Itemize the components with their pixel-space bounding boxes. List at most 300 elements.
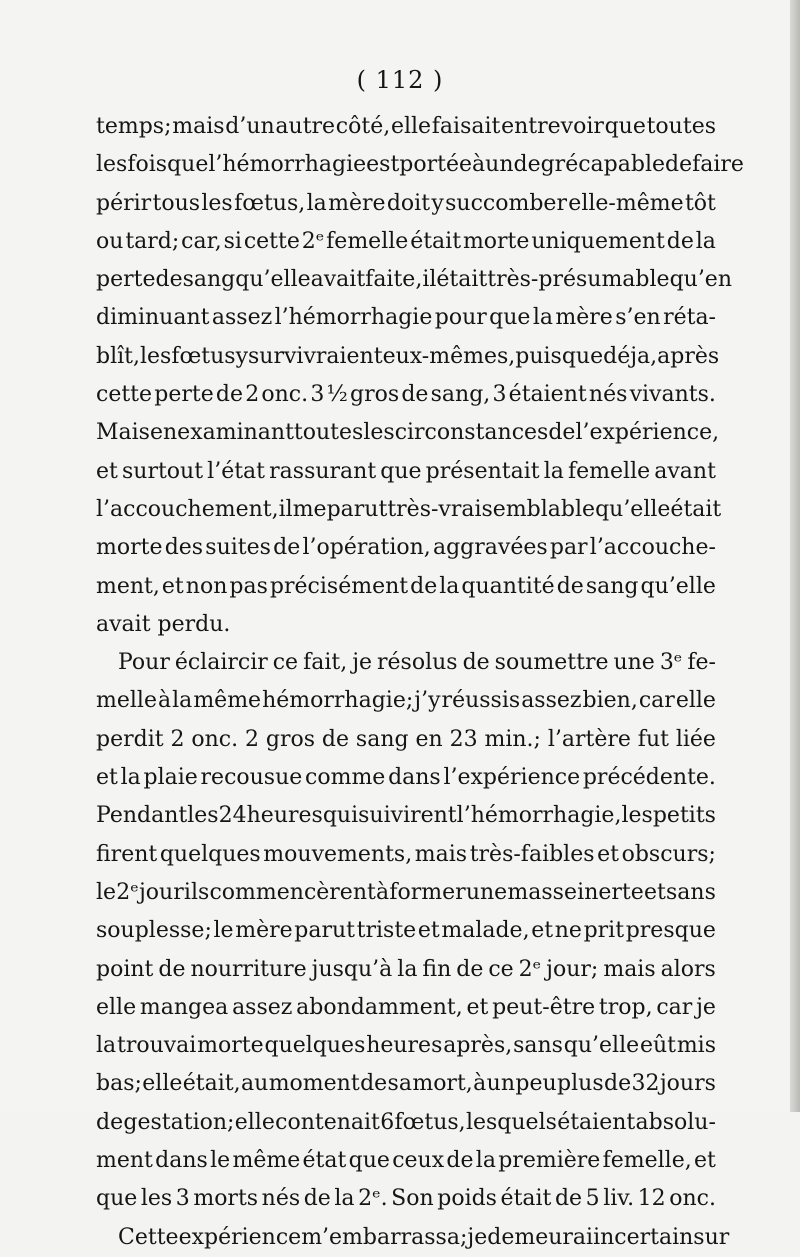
word: de: [273, 535, 301, 561]
word: à: [472, 152, 486, 178]
word: nés: [261, 1186, 301, 1212]
word: résolus: [377, 650, 458, 676]
word: de: [158, 956, 186, 982]
word: pour: [434, 305, 487, 331]
word: les: [621, 803, 653, 829]
word: melle: [96, 688, 157, 714]
word: qui: [322, 803, 359, 829]
word: je: [696, 994, 716, 1020]
word: mère: [235, 918, 293, 944]
text-line: [96, 108, 716, 146]
word: circonstances: [394, 420, 549, 446]
text-line: [96, 529, 716, 567]
word: faisait: [431, 114, 501, 139]
word: min.;: [484, 726, 541, 752]
word: perte: [96, 267, 156, 293]
word: alors: [660, 956, 716, 982]
text-line: [96, 1142, 716, 1180]
word: eût: [639, 1033, 676, 1059]
word: les: [140, 343, 172, 369]
word: obscurs;: [621, 841, 716, 867]
word: 3: [310, 382, 325, 408]
word: degré: [513, 152, 579, 178]
word: et: [417, 918, 440, 944]
text-line: [96, 912, 716, 950]
word: une: [613, 650, 655, 676]
text-line: [96, 874, 716, 912]
word: surtout: [121, 458, 204, 484]
word: elle: [142, 1071, 183, 1097]
word: quantité: [461, 573, 555, 599]
word: faire: [692, 152, 744, 178]
word: qu’elle: [563, 1033, 640, 1059]
word: trouvai: [116, 1033, 197, 1059]
text-line: [96, 797, 716, 835]
word: malade,: [441, 918, 530, 944]
word: même: [232, 1148, 301, 1174]
word: que: [167, 152, 209, 178]
word: incertain: [593, 1224, 694, 1250]
word: mort,: [412, 1071, 473, 1097]
word: non: [185, 573, 228, 599]
word: mouvements,: [263, 841, 413, 867]
word: assez: [521, 688, 582, 714]
word: et: [96, 765, 118, 791]
word: mis: [676, 1033, 716, 1059]
word: doit: [386, 190, 431, 216]
word: succomber: [445, 190, 567, 216]
word: si: [223, 228, 242, 254]
text-line: [96, 989, 716, 1027]
word: masse: [507, 879, 577, 905]
word: autre: [275, 114, 336, 139]
word: jusqu’à: [311, 956, 393, 982]
word: d’un: [225, 114, 275, 139]
word: toutes: [646, 114, 716, 139]
word: de: [155, 267, 183, 293]
word: mais: [172, 114, 225, 139]
word: l’artère: [547, 726, 631, 752]
word: de: [604, 1071, 632, 1097]
word: entrevoir: [501, 114, 604, 139]
word: l’état: [207, 458, 266, 484]
word: Mais: [96, 420, 150, 446]
word: de: [462, 650, 490, 676]
word: quelques: [264, 1033, 366, 1059]
word: avait: [310, 267, 366, 293]
word: elle: [390, 114, 432, 139]
word: toutes: [293, 420, 364, 446]
word: la: [306, 190, 327, 216]
word: elle: [96, 994, 137, 1020]
word: 6: [380, 1109, 395, 1135]
word: précisément: [269, 573, 409, 599]
word: la: [334, 1186, 355, 1212]
word: souplesse;: [96, 918, 212, 944]
word: contenait: [275, 1109, 380, 1135]
word: que: [96, 1186, 138, 1212]
word: inerte: [577, 879, 644, 905]
word: après: [657, 343, 720, 369]
word: car,: [181, 228, 222, 254]
word: fœtus,: [394, 1109, 466, 1135]
text-line: [96, 1027, 716, 1065]
word: mais: [414, 841, 468, 867]
word: l’hémorrhagie: [208, 152, 367, 178]
word: même: [193, 688, 262, 714]
word: la: [475, 1148, 496, 1174]
word: faite,: [365, 267, 423, 293]
word: était: [436, 267, 488, 293]
word: que: [380, 458, 422, 484]
text-line: [96, 338, 720, 376]
text-line: [96, 568, 716, 606]
word: triste: [356, 918, 417, 944]
word: sa: [387, 1071, 412, 1097]
word: je: [467, 1224, 488, 1250]
word: morts: [193, 1186, 259, 1212]
word: hémorrhagie;: [262, 688, 414, 714]
word: ils: [183, 879, 210, 905]
word: examinant: [177, 420, 294, 446]
word: l’hémorrhagie,: [456, 803, 622, 829]
word: mais: [603, 956, 656, 982]
word: onc.: [669, 1186, 716, 1212]
word: heures: [246, 803, 323, 829]
word: nés: [588, 382, 628, 408]
word: eux-mêmes,: [382, 343, 516, 369]
text-line: [96, 1065, 716, 1103]
word: poids: [437, 1186, 497, 1212]
word: de: [666, 228, 694, 254]
word: au: [241, 1071, 269, 1097]
word: recousue: [200, 765, 303, 791]
word: assez: [232, 994, 293, 1020]
word: plus: [557, 1071, 604, 1097]
word: ment,: [96, 573, 160, 599]
text-line: [96, 682, 716, 720]
word: 2: [170, 726, 185, 752]
word: l’accouchement,: [96, 496, 279, 522]
word: qu’elle: [235, 267, 311, 293]
word: trop,: [598, 994, 653, 1020]
word: dans: [388, 765, 441, 791]
word: 5: [585, 1186, 600, 1212]
text-line: [96, 453, 716, 491]
word: déja,: [603, 343, 658, 369]
text-line: avait perdu.: [96, 611, 231, 637]
word: mangea: [139, 994, 229, 1020]
word: périr: [96, 190, 152, 216]
word: 2: [245, 726, 259, 752]
word: tous: [152, 190, 201, 216]
text-line: [96, 759, 716, 797]
word: côté,: [335, 114, 391, 139]
word: 2ᵉ.: [358, 1186, 388, 1212]
word: sang: [182, 267, 236, 293]
word: rassurant: [269, 458, 377, 484]
word: peut-être: [492, 994, 596, 1020]
page-number: ( 112 ): [356, 66, 444, 94]
word: car: [656, 994, 693, 1020]
word: comme: [305, 765, 386, 791]
word: Pour: [118, 650, 170, 676]
word: les: [140, 1186, 173, 1212]
text-line: [96, 261, 732, 299]
text-line: [96, 376, 716, 414]
word: de: [665, 152, 693, 178]
word: vivants.: [629, 382, 716, 408]
word: de: [321, 726, 350, 752]
word: diminuant: [96, 305, 210, 331]
word: un: [485, 152, 514, 178]
word: point: [96, 956, 154, 982]
word: sur: [693, 1224, 730, 1250]
text-line: [96, 299, 716, 337]
word: blît,: [96, 343, 140, 369]
word: suivirent: [358, 803, 457, 829]
word: l’expérience,: [575, 420, 720, 446]
word: de: [548, 420, 576, 446]
word: que: [604, 114, 646, 139]
word: ce: [272, 650, 299, 676]
word: gros: [265, 726, 316, 752]
word: femelle: [567, 458, 651, 484]
word: et: [643, 879, 666, 905]
word: heures: [366, 1033, 443, 1059]
word: morte: [96, 535, 163, 561]
word: tard;: [125, 228, 180, 254]
word: les: [363, 420, 395, 446]
word: lesquels: [465, 1109, 557, 1135]
word: jour: [138, 879, 184, 905]
word: après,: [443, 1033, 513, 1059]
word: le: [213, 918, 234, 944]
word: 3: [492, 382, 507, 408]
word: tôt: [684, 190, 716, 216]
word: l’hémorrhagie: [274, 305, 433, 331]
word: elle: [675, 688, 716, 714]
word: de: [410, 573, 438, 599]
word: uniquement: [531, 228, 665, 254]
word: étaient: [557, 1109, 636, 1135]
word: fait,: [303, 650, 348, 676]
text-line: [96, 721, 716, 759]
word: de: [456, 956, 484, 982]
word: ou: [96, 228, 124, 254]
word: par: [549, 535, 588, 561]
word: 2: [245, 382, 260, 408]
word: 32: [631, 1071, 660, 1097]
word: avant: [654, 458, 716, 484]
word: l’accouche-: [589, 535, 716, 561]
word: 12: [637, 1186, 666, 1212]
word: était: [500, 1186, 552, 1212]
word: de: [360, 1071, 388, 1097]
word: la: [172, 688, 193, 714]
word: former: [389, 879, 466, 905]
word: ½: [326, 382, 348, 408]
word: il: [422, 267, 437, 293]
text-line: [96, 644, 716, 682]
word: moment: [268, 1071, 360, 1097]
word: cette: [243, 228, 300, 254]
word: sang,: [430, 382, 491, 408]
word: fin: [422, 956, 452, 982]
word: les: [187, 803, 219, 829]
word: mère: [328, 190, 386, 216]
word: 3ᵉ: [659, 650, 683, 676]
text-line: [96, 951, 716, 989]
word: était: [410, 228, 462, 254]
word: femelle: [326, 228, 409, 254]
word: me: [292, 496, 327, 522]
word: commencèrent: [209, 879, 376, 905]
word: bas;: [96, 1071, 142, 1097]
word: était,: [182, 1071, 241, 1097]
word: que: [489, 305, 531, 331]
word: Pendant: [96, 803, 188, 829]
word: 23: [449, 726, 478, 752]
word: la: [439, 573, 460, 599]
word: temps;: [96, 114, 172, 139]
word: sang: [355, 726, 409, 752]
word: présentait: [425, 458, 540, 484]
word: abondamment,: [296, 994, 463, 1020]
word: état: [302, 1148, 347, 1174]
word: y: [235, 343, 248, 369]
word: peu: [515, 1071, 557, 1097]
word: les: [96, 152, 128, 178]
word: la: [543, 458, 564, 484]
word: prit: [583, 918, 625, 944]
word: que: [348, 1148, 390, 1174]
word: 2ᵉ: [116, 879, 139, 905]
word: il: [278, 496, 293, 522]
word: en: [149, 420, 178, 446]
word: plaie: [143, 765, 198, 791]
word: femelle,: [602, 1148, 692, 1174]
word: survivraient: [248, 343, 383, 369]
word: cette: [96, 382, 153, 408]
page-edge-shadow: [790, 0, 800, 1112]
word: fe-: [687, 650, 716, 676]
word: la: [532, 305, 553, 331]
word: 3: [175, 1186, 190, 1212]
word: un: [486, 1071, 516, 1097]
word: à: [473, 1071, 487, 1097]
word: nourriture: [190, 956, 307, 982]
word: sang: [585, 573, 639, 599]
word: sans: [513, 1033, 563, 1059]
word: demeurai: [487, 1224, 594, 1250]
word: l’expérience: [443, 765, 581, 791]
word: absolu-: [635, 1109, 716, 1135]
word: première: [498, 1148, 601, 1174]
word: car: [638, 688, 675, 714]
text-line: [96, 223, 716, 261]
word: ne: [554, 918, 582, 944]
text-line: [96, 1104, 716, 1142]
word: et: [694, 1148, 716, 1174]
word: perte: [154, 382, 214, 408]
word: le: [96, 879, 117, 905]
text-line: [96, 1180, 716, 1218]
word: perdit: [96, 726, 164, 752]
word: très-vraisemblable: [387, 496, 596, 522]
word: puisque: [515, 343, 604, 369]
word: fut: [637, 726, 669, 752]
word: étaient: [508, 382, 587, 408]
word: à: [158, 688, 172, 714]
word: jours: [659, 1071, 716, 1097]
word: bien,: [582, 688, 638, 714]
word: ceux: [392, 1148, 445, 1174]
text-line: [96, 491, 722, 529]
word: elle: [234, 1109, 275, 1135]
word: en: [415, 726, 443, 752]
word: assez: [211, 305, 273, 331]
word: gestation;: [123, 1109, 235, 1135]
word: gros: [350, 382, 400, 408]
word: je: [352, 650, 373, 676]
word: fœtus,: [234, 190, 306, 216]
word: et: [531, 918, 554, 944]
text-line: [96, 836, 716, 874]
word: mère: [555, 305, 613, 331]
word: de: [554, 1186, 583, 1212]
word: m’embarrassa;: [301, 1224, 468, 1250]
body-text: [96, 108, 744, 1257]
word: la: [120, 765, 141, 791]
word: et: [161, 573, 184, 599]
text-line: [96, 146, 744, 184]
word: portée: [399, 152, 473, 178]
word: capable: [578, 152, 666, 178]
text-line: [96, 1219, 730, 1257]
word: de: [96, 1109, 124, 1135]
word: l’opération,: [302, 535, 431, 561]
word: ce: [488, 956, 514, 982]
word: et: [597, 841, 619, 867]
word: réussis: [441, 688, 521, 714]
word: réta-: [663, 305, 716, 331]
word: jour;: [546, 956, 599, 982]
word: et: [96, 458, 118, 484]
word: la: [695, 228, 716, 254]
word: fois: [127, 152, 168, 178]
word: elle-même: [568, 190, 684, 216]
word: y: [431, 190, 444, 216]
word: était: [670, 496, 722, 522]
word: dans: [155, 1148, 208, 1174]
word: soumettre: [494, 650, 609, 676]
text-line: [96, 185, 716, 223]
word: 24: [218, 803, 247, 829]
word: pas: [229, 573, 268, 599]
word: firent: [96, 841, 158, 867]
word: qu’elle: [595, 496, 671, 522]
word: une: [465, 879, 508, 905]
word: de: [556, 573, 584, 599]
word: expérience: [178, 1224, 302, 1250]
word: précédente.: [582, 765, 716, 791]
word: j’y: [414, 688, 441, 714]
word: fœtus: [171, 343, 236, 369]
word: très-présumable: [487, 267, 670, 293]
word: les: [201, 190, 233, 216]
word: parut: [294, 918, 355, 944]
